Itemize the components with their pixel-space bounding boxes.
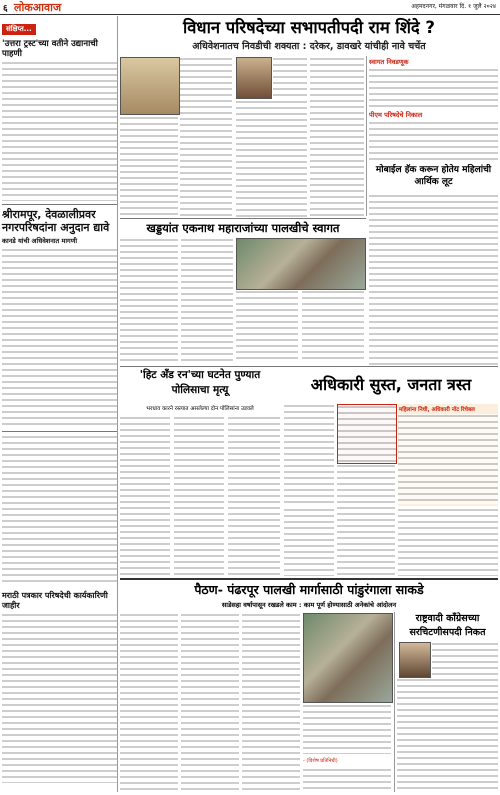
- newspaper-logo: लोकआवाज: [14, 1, 62, 14]
- paithan-subhead: साडेसहा वर्षापासून रखडले काम : काम पूर्ण होण्यासाठी अनेकांचे आंदोलन: [221, 601, 397, 609]
- main-headline-box: [120, 17, 498, 39]
- mahila-box-title: महिलांना निधी, अधिकारी नॉट रिचेबल: [399, 407, 475, 413]
- credit-line: - (विशेष प्रतिनिधी): [303, 758, 338, 764]
- ncp-portrait: [399, 642, 431, 678]
- sidebar-tag: संक्षिप्त...: [2, 24, 36, 35]
- page-header: [0, 0, 500, 15]
- short-news-2-title: पीएम परिषदेचे निकाल: [369, 111, 423, 119]
- paithan-photo: [303, 613, 393, 703]
- page-number: ६: [3, 4, 8, 14]
- sidebar-subhead-2: कानडे यांची अधिवेशनात मागणी: [2, 237, 78, 245]
- sidebar-headline-3: मराठी पत्रकार परिषदेची कार्यकारिणी जाहीर: [2, 591, 108, 610]
- short-news-1-title: स्वागत निवडणूक: [369, 58, 409, 66]
- date-line: अहमदनगर, मंगळवार दि. १ जुलै २०२४: [411, 3, 496, 10]
- mobile-hack-headline: मोबाईल हॅक करून होतेय महिलांची आर्थिक लूट: [375, 165, 492, 187]
- sidebar-article-3: [2, 435, 117, 585]
- palkhi-headline: खड्डयांत एकनाथ महाराजांच्या पालखीचे स्वागत: [146, 221, 340, 235]
- ncp-headline: राष्ट्रवादी काँग्रेसच्या सरचिटणीसपदी निकत: [409, 613, 486, 638]
- portrait-photo-left: [120, 57, 180, 115]
- main-headline: विधान परिषदेच्या सभापतीपदी राम शिंदे ?: [182, 18, 436, 37]
- palkhi-photo: [236, 238, 366, 290]
- sidebar-article-4: [2, 613, 117, 783]
- sidebar-headline-1: 'उत्तरा ट्रस्ट'च्या वतीने उद्यानाची पाहणी: [2, 39, 98, 59]
- sidebar-article-1: [2, 61, 117, 201]
- paithan-headline: पैठण- पंढरपूर पालखी मार्गासाठी पांडुरंगाला साकडे: [194, 582, 424, 597]
- sidebar-headline-2: श्रीरामपूर, देवळालीप्रवर नगरपरिषदांना अनुदान द्यावे: [2, 208, 110, 234]
- portrait-photo-ram-shinde: [236, 57, 272, 99]
- sidebar-article-2: [2, 248, 117, 428]
- main-subheadline: अधिवेशनातच निवडीची शक्यता : दरेकर, डावखरे यांचीही नावे चर्चेत: [192, 41, 426, 52]
- hit-and-run-headline: 'हिट अँड रन'च्या घटनेत पुण्यात पोलिसाचा मृत्यू: [139, 369, 261, 396]
- adhikari-headline: अधिकारी सुस्त, जनता त्रस्त: [310, 375, 472, 394]
- sidebar: [2, 16, 118, 792]
- hit-and-run-subhead: भरधाव कारने रस्त्यात असलेल्या दोन पोलिसांना उडवले: [146, 406, 254, 412]
